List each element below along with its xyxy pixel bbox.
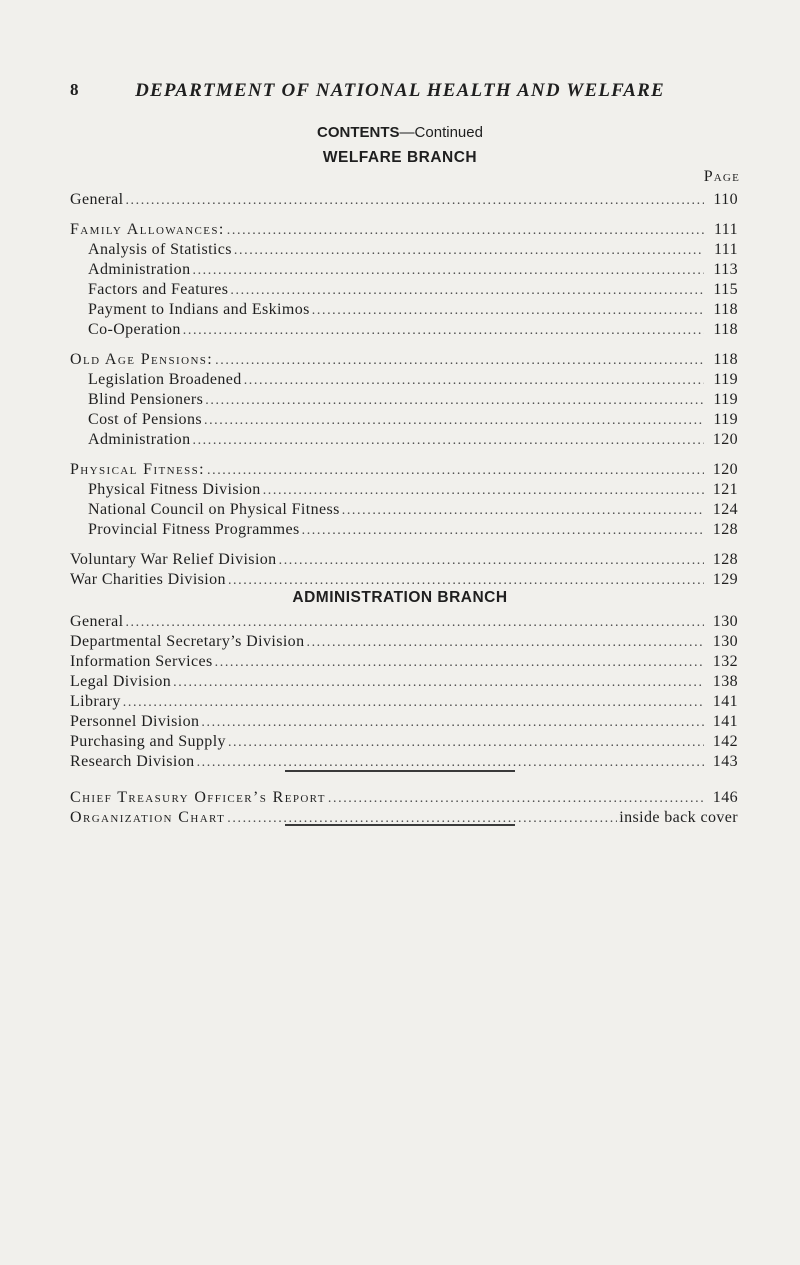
- toc-row[interactable]: [70, 431, 738, 451]
- dot-leader: [173, 675, 704, 691]
- toc-page: 110: [713, 191, 738, 208]
- toc-row[interactable]: [70, 673, 738, 693]
- toc-label: Purchasing and Supply: [70, 733, 226, 750]
- dot-leader: [302, 523, 704, 539]
- toc-label: Information Services: [70, 653, 213, 670]
- dot-leader: [263, 483, 704, 499]
- dot-leader: [201, 715, 704, 731]
- running-header: [70, 80, 730, 104]
- toc-label: Family Allowances:: [70, 221, 225, 238]
- dot-leader: [215, 353, 704, 369]
- header-title: DEPARTMENT OF NATIONAL HEALTH AND WELFARE: [135, 80, 665, 101]
- administration-branch-title: ADMINISTRATION BRANCH: [292, 589, 508, 606]
- toc-label: Cost of Pensions: [88, 411, 202, 428]
- toc-label: Provincial Fitness Programmes: [88, 521, 300, 538]
- toc-page: 128: [712, 551, 738, 568]
- toc-row[interactable]: [70, 241, 738, 261]
- page-number: 8: [70, 80, 79, 99]
- page-column-label: Page: [703, 168, 740, 185]
- toc-row[interactable]: [70, 633, 738, 653]
- contents-subtitle: —Continued: [399, 124, 483, 141]
- toc-label: National Council on Physical Fitness: [88, 501, 340, 518]
- dot-leader: [204, 413, 704, 429]
- toc-row[interactable]: [70, 321, 738, 341]
- toc-page: 128: [712, 521, 738, 538]
- toc-row[interactable]: [70, 461, 738, 481]
- toc-row[interactable]: [70, 391, 738, 411]
- toc-page: 146: [712, 789, 738, 806]
- toc-page: 119: [713, 391, 738, 408]
- toc-row[interactable]: [70, 521, 738, 541]
- dot-leader: [279, 553, 704, 569]
- welfare-toc: [70, 191, 738, 591]
- end-divider: [285, 824, 515, 826]
- toc-label: Administration: [88, 261, 191, 278]
- toc-page: 113: [713, 261, 738, 278]
- toc-page: 118: [713, 351, 738, 368]
- toc-row[interactable]: [70, 571, 738, 591]
- toc-label: Organization Chart: [70, 809, 226, 826]
- toc-page: 118: [713, 321, 738, 338]
- toc-row[interactable]: [70, 351, 738, 371]
- toc-page: 118: [713, 301, 738, 318]
- toc-label: Library: [70, 693, 121, 710]
- toc-label: Payment to Indians and Eskimos: [88, 301, 310, 318]
- dot-leader: [228, 735, 704, 751]
- toc-label: Chief Treasury Officer’s Report: [70, 789, 326, 806]
- toc-row[interactable]: [70, 481, 738, 501]
- toc-page: 143: [712, 753, 738, 770]
- toc-row[interactable]: [70, 501, 738, 521]
- toc-page: 141: [712, 693, 738, 710]
- dot-leader: [192, 263, 704, 279]
- toc-label: Blind Pensioners: [88, 391, 204, 408]
- dot-leader: [328, 791, 704, 807]
- toc-row[interactable]: [70, 191, 738, 211]
- dot-leader: [342, 503, 704, 519]
- toc-row[interactable]: [70, 221, 738, 241]
- toc-label: Analysis of Statistics: [88, 241, 232, 258]
- contents-title: CONTENTS: [317, 124, 400, 141]
- toc-row[interactable]: [70, 411, 738, 431]
- dot-leader: [207, 463, 704, 479]
- toc-page: 120: [712, 431, 738, 448]
- toc-row[interactable]: [70, 789, 738, 809]
- contents-heading: [0, 124, 800, 141]
- toc-label: Factors and Features: [88, 281, 229, 298]
- toc-page: 129: [712, 571, 738, 588]
- section-divider: [285, 770, 515, 772]
- toc-row[interactable]: [70, 733, 738, 753]
- toc-label: Personnel Division: [70, 713, 200, 730]
- dot-leader: [123, 695, 704, 711]
- toc-label: Legal Division: [70, 673, 172, 690]
- toc-label: War Charities Division: [70, 571, 226, 588]
- dot-leader: [227, 223, 704, 239]
- dot-leader: [215, 655, 704, 671]
- toc-row[interactable]: [70, 613, 738, 633]
- toc-page: 121: [712, 481, 738, 498]
- toc-label: Co-Operation: [88, 321, 181, 338]
- toc-row[interactable]: [70, 713, 738, 733]
- toc-page: 130: [712, 633, 738, 650]
- toc-page: 124: [712, 501, 738, 518]
- dot-leader: [197, 755, 704, 771]
- toc-page: 141: [712, 713, 738, 730]
- toc-label: Physical Fitness Division: [88, 481, 261, 498]
- toc-page: 130: [712, 613, 738, 630]
- toc-page: 111: [713, 241, 738, 258]
- dot-leader: [125, 615, 704, 631]
- dot-leader: [125, 193, 704, 209]
- dot-leader: [306, 635, 704, 651]
- administration-toc: [70, 613, 738, 773]
- dot-leader: [228, 573, 704, 589]
- toc-label: Voluntary War Relief Division: [70, 551, 277, 568]
- toc-label: Physical Fitness:: [70, 461, 205, 478]
- toc-row[interactable]: [70, 551, 738, 571]
- dot-leader: [205, 393, 704, 409]
- toc-row[interactable]: [70, 261, 738, 281]
- toc-label: Old Age Pensions:: [70, 351, 214, 368]
- dot-leader: [234, 243, 704, 259]
- toc-label: Departmental Secretary’s Division: [70, 633, 305, 650]
- toc-page: 142: [712, 733, 738, 750]
- toc-row[interactable]: [70, 281, 738, 301]
- toc-row[interactable]: [70, 809, 738, 829]
- toc-page: 132: [712, 653, 738, 670]
- toc-label: General: [70, 613, 124, 630]
- toc-page: 119: [713, 371, 738, 388]
- dot-leader: [312, 303, 704, 319]
- dot-leader: [230, 283, 704, 299]
- final-toc: [70, 789, 738, 829]
- toc-row[interactable]: [70, 371, 738, 391]
- toc-row[interactable]: [70, 653, 738, 673]
- toc-label: Legislation Broadened: [88, 371, 242, 388]
- toc-label: Research Division: [70, 753, 195, 770]
- toc-page: 138: [712, 673, 738, 690]
- toc-page: inside back cover: [619, 809, 738, 826]
- toc-label: General: [70, 191, 124, 208]
- toc-page: 120: [712, 461, 738, 478]
- toc-label: Administration: [88, 431, 191, 448]
- dot-leader: [244, 373, 704, 389]
- toc-row[interactable]: [70, 693, 738, 713]
- dot-leader: [192, 433, 704, 449]
- toc-row[interactable]: [70, 301, 738, 321]
- toc-page: 115: [713, 281, 738, 298]
- toc-page: 111: [713, 221, 738, 238]
- dot-leader: [183, 323, 704, 339]
- toc-page: 119: [713, 411, 738, 428]
- welfare-branch-title: WELFARE BRANCH: [322, 149, 478, 166]
